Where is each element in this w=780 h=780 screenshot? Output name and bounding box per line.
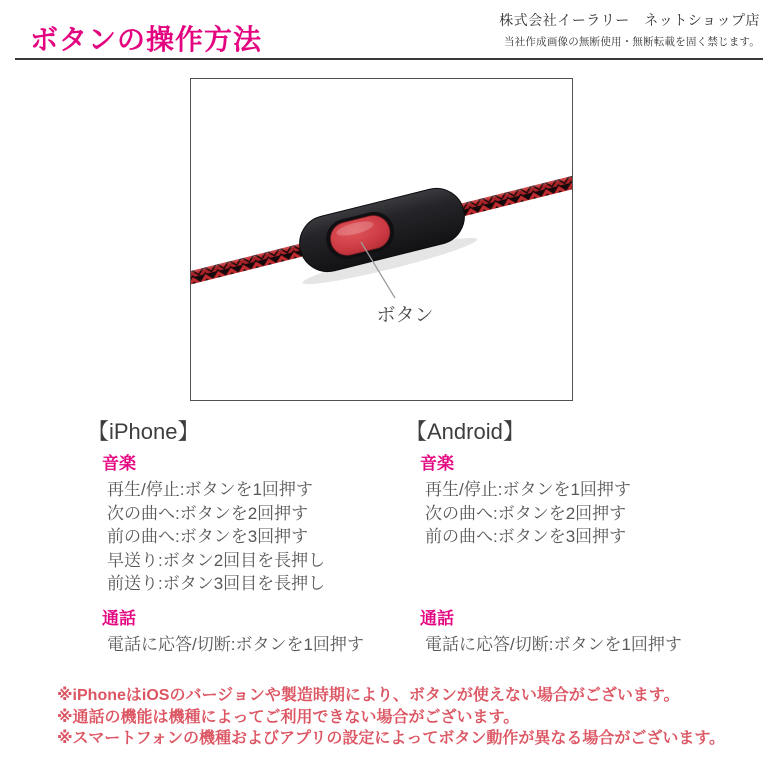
call-section bbox=[87, 608, 407, 657]
call-heading: 通話 bbox=[420, 609, 454, 628]
platform-heading-android: 【Android】 bbox=[405, 419, 525, 444]
disclaimer-notes bbox=[57, 685, 757, 750]
music-heading: 音楽 bbox=[102, 454, 136, 473]
note-line: ※通話の機能は機種によってご利用できない場合がございます。 bbox=[57, 708, 520, 726]
column-android bbox=[405, 419, 725, 654]
call-heading: 通話 bbox=[102, 609, 136, 628]
product-photo-panel bbox=[190, 78, 573, 401]
header-divider bbox=[15, 58, 763, 60]
column-iphone bbox=[87, 419, 407, 654]
instruction-line: 次の曲へ:ボタンを2回押す bbox=[425, 503, 627, 523]
company-name: 株式会社イーラリー ネットショップ店 bbox=[499, 12, 760, 28]
instruction-line: 再生/停止:ボタンを1回押す bbox=[425, 480, 631, 499]
instruction-line: 前送り:ボタン3回目を長押し bbox=[107, 574, 326, 593]
call-section bbox=[405, 608, 725, 657]
remote-control-illustration bbox=[191, 79, 572, 400]
music-instructions bbox=[425, 478, 725, 549]
button-label: ボタン bbox=[376, 305, 434, 326]
instruction-line: 前の曲へ:ボタンを3回押す bbox=[107, 527, 309, 546]
music-instructions bbox=[107, 478, 407, 596]
instruction-line: 再生/停止:ボタンを1回押す bbox=[107, 480, 313, 499]
instruction-line: 次の曲へ:ボタンを2回押す bbox=[107, 503, 309, 523]
note-line: ※スマートフォンの機種およびアプリの設定によってボタン動作が異なる場合がございます。 bbox=[57, 730, 726, 748]
music-heading: 音楽 bbox=[420, 454, 454, 473]
instruction-line: 早送り:ボタン2回目を長押し bbox=[107, 550, 326, 570]
company-info bbox=[499, 10, 760, 49]
note-line: ※iPhoneはiOSのバージョンや製造時期により、ボタンが使えない場合がございます。 bbox=[57, 687, 680, 704]
instruction-line: 電話に応答/切断:ボタンを1回押す bbox=[425, 635, 682, 654]
instruction-line: 電話に応答/切断:ボタンを1回押す bbox=[107, 635, 364, 654]
page-title: ボタンの操作方法 bbox=[30, 24, 263, 55]
platform-heading-iphone: 【iPhone】 bbox=[87, 419, 200, 444]
instruction-line: 前の曲へ:ボタンを3回押す bbox=[425, 527, 627, 546]
copyright-note: 当社作成画像の無断使用・無断転載を固く禁じます。 bbox=[504, 36, 760, 48]
